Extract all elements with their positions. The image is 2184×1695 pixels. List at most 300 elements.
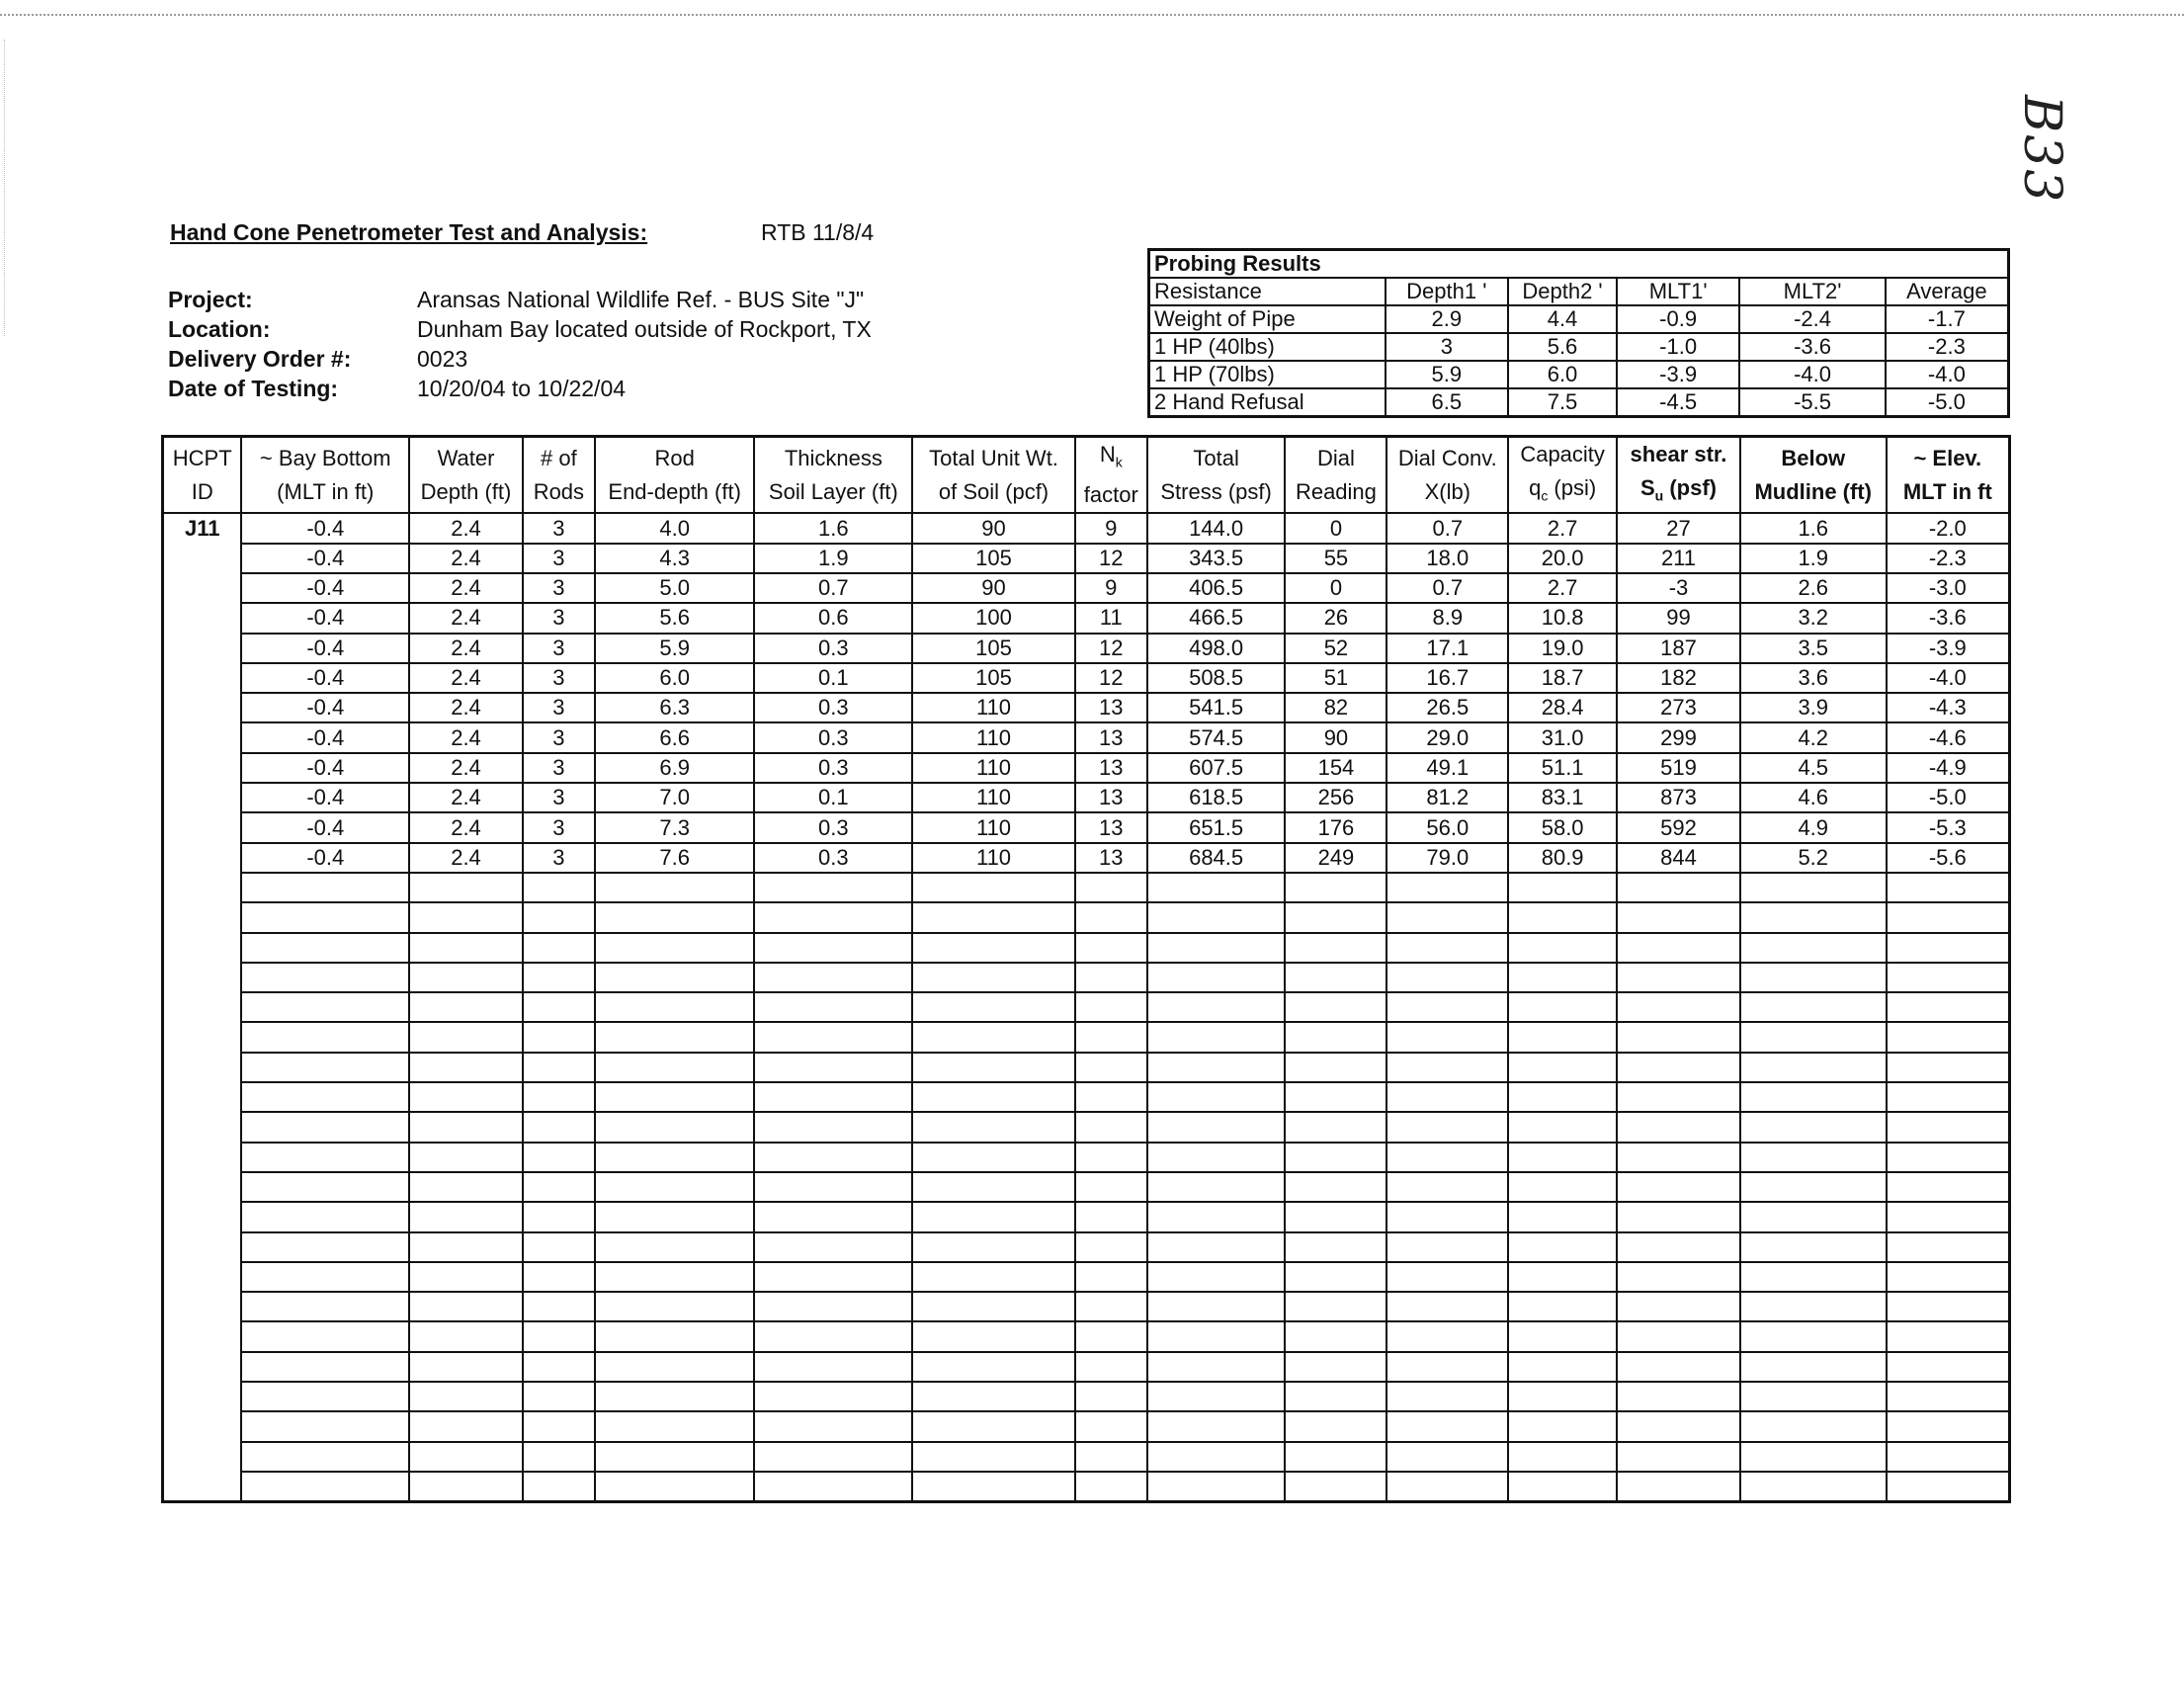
table-cell <box>912 873 1075 902</box>
table-cell <box>523 873 595 902</box>
meta-value: 10/20/04 to 10/22/04 <box>417 376 627 401</box>
table-cell <box>1740 1053 1887 1082</box>
table-cell <box>912 1472 1075 1502</box>
table-cell <box>1887 1262 2010 1292</box>
probing-header-cell: MLT2' <box>1739 278 1885 305</box>
table-cell <box>1740 933 1887 963</box>
table-cell: 9 <box>1075 573 1147 603</box>
table-cell: 0.1 <box>754 783 912 812</box>
table-cell <box>1740 1143 1887 1172</box>
table-cell <box>523 902 595 932</box>
probing-cell: 2.9 <box>1386 305 1509 333</box>
hcpt-id-cell <box>163 1112 242 1142</box>
table-cell <box>754 1112 912 1142</box>
meta-label: Project: <box>168 287 253 312</box>
table-cell <box>409 1232 523 1262</box>
table-cell: 273 <box>1617 693 1740 722</box>
probing-cell: -4.0 <box>1739 361 1885 388</box>
table-cell: 651.5 <box>1147 812 1286 842</box>
column-header-line: Total <box>1193 445 1239 470</box>
table-cell <box>241 1442 409 1472</box>
table-cell <box>241 902 409 932</box>
table-cell <box>1285 1082 1386 1112</box>
table-cell: 110 <box>912 812 1075 842</box>
table-cell <box>1285 1143 1386 1172</box>
table-cell <box>409 933 523 963</box>
table-cell <box>241 1112 409 1142</box>
table-cell <box>1386 1382 1508 1411</box>
table-row <box>163 693 2010 722</box>
table-cell: -5.6 <box>1887 843 2010 873</box>
column-header <box>754 437 912 514</box>
subscript: c <box>1541 487 1549 504</box>
table-cell <box>1508 1411 1617 1441</box>
table-cell <box>1147 992 1286 1022</box>
table-cell: 2.4 <box>409 634 523 663</box>
probing-header-cell: MLT1' <box>1617 278 1740 305</box>
table-cell <box>1887 873 2010 902</box>
table-cell: 13 <box>1075 693 1147 722</box>
table-cell <box>912 1053 1075 1082</box>
table-cell <box>1740 873 1887 902</box>
table-cell <box>754 1411 912 1441</box>
empty-row <box>163 1232 2010 1262</box>
table-cell: 2.4 <box>409 722 523 752</box>
table-cell <box>241 1172 409 1202</box>
table-cell <box>1617 1382 1740 1411</box>
table-cell: 519 <box>1617 753 1740 783</box>
table-cell: 2.4 <box>409 693 523 722</box>
table-cell <box>1887 1112 2010 1142</box>
table-cell: 0.7 <box>1386 513 1508 543</box>
probing-row <box>1149 305 2009 333</box>
column-header <box>1617 437 1740 514</box>
table-cell: 0.3 <box>754 843 912 873</box>
table-cell <box>1386 963 1508 992</box>
table-cell <box>1508 1053 1617 1082</box>
hcpt-id-cell <box>163 963 242 992</box>
table-cell: 99 <box>1617 603 1740 633</box>
table-row <box>163 722 2010 752</box>
table-cell <box>1386 1292 1508 1321</box>
table-cell <box>1740 1382 1887 1411</box>
table-cell <box>409 1292 523 1321</box>
table-cell: 1.9 <box>754 544 912 573</box>
table-cell <box>1075 963 1147 992</box>
column-header-line: MLT in ft <box>1902 478 1992 504</box>
hcpt-id-cell <box>163 933 242 963</box>
table-cell <box>241 1411 409 1441</box>
table-cell <box>754 1352 912 1382</box>
table-cell: 2.4 <box>409 663 523 693</box>
table-cell <box>1075 1232 1147 1262</box>
table-cell: 12 <box>1075 544 1147 573</box>
table-cell: 1.6 <box>754 513 912 543</box>
table-cell: 4.5 <box>1740 753 1887 783</box>
table-cell: 3 <box>523 722 595 752</box>
probing-cell: -3.9 <box>1617 361 1740 388</box>
table-cell: 618.5 <box>1147 783 1286 812</box>
table-cell <box>1285 992 1386 1022</box>
table-cell <box>912 1082 1075 1112</box>
column-header-line: ID <box>191 478 213 504</box>
table-cell <box>409 1442 523 1472</box>
table-cell: 3 <box>523 544 595 573</box>
column-header <box>1386 437 1508 514</box>
empty-row <box>163 902 2010 932</box>
meta-row-location <box>168 314 1010 344</box>
table-cell <box>912 933 1075 963</box>
probing-title-row <box>1149 250 2009 279</box>
table-cell <box>241 992 409 1022</box>
table-cell: 873 <box>1617 783 1740 812</box>
probing-cell: 2 Hand Refusal <box>1149 388 1386 417</box>
table-cell: -0.4 <box>241 603 409 633</box>
table-cell <box>523 1202 595 1231</box>
hcpt-id-cell <box>163 544 242 573</box>
column-header-line: Mudline (ft) <box>1754 478 1872 504</box>
table-cell: 3.9 <box>1740 693 1887 722</box>
empty-row <box>163 1472 2010 1502</box>
table-cell <box>1887 1202 2010 1231</box>
table-cell <box>1386 1352 1508 1382</box>
table-cell: 0 <box>1285 573 1386 603</box>
table-cell: -2.0 <box>1887 513 2010 543</box>
table-cell <box>1285 1382 1386 1411</box>
hcpt-id-cell <box>163 1143 242 1172</box>
table-cell <box>1285 1292 1386 1321</box>
hcpt-id-cell <box>163 753 242 783</box>
table-cell <box>1285 1202 1386 1231</box>
table-cell <box>523 1053 595 1082</box>
table-cell <box>1147 933 1286 963</box>
table-cell <box>1285 963 1386 992</box>
table-cell <box>1386 1442 1508 1472</box>
table-cell <box>1740 1232 1887 1262</box>
table-cell <box>595 1232 755 1262</box>
table-cell <box>1285 1022 1386 1052</box>
table-cell <box>1075 992 1147 1022</box>
table-cell <box>1740 1082 1887 1112</box>
table-cell: -0.4 <box>241 722 409 752</box>
table-cell: 2.4 <box>409 544 523 573</box>
column-header-line: Total Unit Wt. <box>929 445 1058 470</box>
table-cell <box>409 1053 523 1082</box>
column-header-line: (MLT in ft) <box>277 478 375 504</box>
table-cell <box>523 1472 595 1502</box>
table-cell: 3 <box>523 663 595 693</box>
column-header <box>1075 437 1147 514</box>
table-cell: 55 <box>1285 544 1386 573</box>
column-header-line: Depth (ft) <box>420 478 512 504</box>
empty-row <box>163 1382 2010 1411</box>
table-cell <box>523 1232 595 1262</box>
probing-cell: -4.5 <box>1617 388 1740 417</box>
table-cell <box>1075 873 1147 902</box>
table-cell: 18.0 <box>1386 544 1508 573</box>
hcpt-id-cell <box>163 663 242 693</box>
probing-header-cell: Average <box>1886 278 2009 305</box>
table-cell: 19.0 <box>1508 634 1617 663</box>
table-cell <box>1887 1053 2010 1082</box>
table-cell <box>754 1053 912 1082</box>
table-row <box>163 812 2010 842</box>
table-cell <box>1887 992 2010 1022</box>
table-cell <box>1508 992 1617 1022</box>
table-cell <box>1740 902 1887 932</box>
probing-header-cell: Depth2 ' <box>1508 278 1617 305</box>
table-cell: -0.4 <box>241 812 409 842</box>
table-cell: 0.3 <box>754 693 912 722</box>
table-cell <box>912 1172 1075 1202</box>
table-cell <box>1740 1411 1887 1441</box>
column-header-line: HCPT <box>172 445 232 470</box>
table-row <box>163 663 2010 693</box>
table-cell: 31.0 <box>1508 722 1617 752</box>
table-row <box>163 634 2010 663</box>
meta-label: Delivery Order #: <box>168 346 352 372</box>
probing-header-row <box>1149 278 2009 305</box>
table-cell <box>595 963 755 992</box>
table-cell <box>523 1262 595 1292</box>
column-header-line: Soil Layer (ft) <box>768 478 898 504</box>
table-cell <box>241 1472 409 1502</box>
table-cell <box>409 1202 523 1231</box>
table-cell: 5.0 <box>595 573 755 603</box>
table-cell: 110 <box>912 722 1075 752</box>
table-cell <box>1285 1352 1386 1382</box>
table-cell <box>1386 933 1508 963</box>
table-cell <box>523 992 595 1022</box>
table-row <box>163 513 2010 543</box>
table-cell: -0.4 <box>241 753 409 783</box>
table-cell: 3 <box>523 843 595 873</box>
table-cell <box>595 1382 755 1411</box>
table-cell: 7.6 <box>595 843 755 873</box>
probing-cell: 1 HP (70lbs) <box>1149 361 1386 388</box>
table-row <box>163 544 2010 573</box>
table-cell: 1.6 <box>1740 513 1887 543</box>
hcpt-id-cell <box>163 1321 242 1351</box>
table-cell: 3.2 <box>1740 603 1887 633</box>
table-cell <box>1075 1053 1147 1082</box>
table-cell <box>1147 1292 1286 1321</box>
table-row <box>163 603 2010 633</box>
probing-results-table <box>1147 248 2010 418</box>
table-cell: 3 <box>523 783 595 812</box>
probing-cell: -0.9 <box>1617 305 1740 333</box>
empty-row <box>163 1082 2010 1112</box>
probing-cell: -5.0 <box>1886 388 2009 417</box>
table-cell <box>523 1352 595 1382</box>
table-cell: 466.5 <box>1147 603 1286 633</box>
table-cell: 80.9 <box>1508 843 1617 873</box>
column-header <box>1887 437 2010 514</box>
table-cell <box>1508 1382 1617 1411</box>
table-cell <box>1147 1022 1286 1052</box>
table-cell <box>241 1321 409 1351</box>
probing-cell: 7.5 <box>1508 388 1617 417</box>
table-cell <box>1075 933 1147 963</box>
table-cell <box>1740 1172 1887 1202</box>
table-cell <box>1617 1172 1740 1202</box>
table-cell <box>1147 1472 1286 1502</box>
table-cell <box>1508 933 1617 963</box>
table-cell <box>523 1411 595 1441</box>
table-cell: 7.3 <box>595 812 755 842</box>
table-cell <box>409 873 523 902</box>
table-cell: -4.9 <box>1887 753 2010 783</box>
table-cell: 2.7 <box>1508 513 1617 543</box>
table-cell: 9 <box>1075 513 1147 543</box>
table-cell <box>241 1352 409 1382</box>
table-cell <box>1740 1321 1887 1351</box>
table-cell: 2.7 <box>1508 573 1617 603</box>
table-cell <box>1075 1262 1147 1292</box>
probing-cell: 5.9 <box>1386 361 1509 388</box>
column-header <box>1508 437 1617 514</box>
table-cell <box>1075 1143 1147 1172</box>
table-cell <box>1147 902 1286 932</box>
table-cell <box>409 1472 523 1502</box>
table-cell <box>1386 1022 1508 1052</box>
table-cell <box>595 1112 755 1142</box>
table-cell <box>241 933 409 963</box>
table-cell: 4.6 <box>1740 783 1887 812</box>
table-cell <box>1887 1232 2010 1262</box>
table-cell: 176 <box>1285 812 1386 842</box>
empty-row <box>163 1321 2010 1351</box>
table-cell <box>1147 1143 1286 1172</box>
table-cell <box>1617 992 1740 1022</box>
document-title: Hand Cone Penetrometer Test and Analysis: <box>170 219 648 245</box>
table-cell: 592 <box>1617 812 1740 842</box>
table-cell <box>595 1143 755 1172</box>
table-cell <box>1508 1321 1617 1351</box>
table-cell <box>1147 1053 1286 1082</box>
column-header <box>241 437 409 514</box>
table-row <box>163 843 2010 873</box>
table-cell: 26.5 <box>1386 693 1508 722</box>
table-cell <box>1887 1082 2010 1112</box>
table-cell <box>523 1442 595 1472</box>
probing-row <box>1149 361 2009 388</box>
table-cell: -3.9 <box>1887 634 2010 663</box>
table-cell <box>1147 1321 1286 1351</box>
table-cell: 2.4 <box>409 783 523 812</box>
table-cell <box>1386 1053 1508 1082</box>
table-cell <box>1887 1442 2010 1472</box>
column-header-line: Stress (psf) <box>1160 478 1272 504</box>
table-cell <box>1617 1292 1740 1321</box>
table-cell <box>1386 1082 1508 1112</box>
table-cell <box>241 1202 409 1231</box>
table-cell <box>1617 873 1740 902</box>
hcpt-id-cell <box>163 1172 242 1202</box>
project-info <box>168 285 1010 403</box>
table-cell <box>754 1202 912 1231</box>
table-cell: 51.1 <box>1508 753 1617 783</box>
table-cell <box>241 1232 409 1262</box>
column-header-line: Below <box>1781 445 1846 470</box>
table-cell <box>1740 1112 1887 1142</box>
column-header-line: # of <box>541 445 577 470</box>
table-cell: -0.4 <box>241 634 409 663</box>
table-cell <box>1887 1411 2010 1441</box>
table-cell <box>912 963 1075 992</box>
table-cell <box>1075 1472 1147 1502</box>
table-cell <box>754 1082 912 1112</box>
table-cell <box>595 1202 755 1231</box>
table-cell <box>409 1082 523 1112</box>
column-header <box>595 437 755 514</box>
column-header-line: Reading <box>1295 478 1377 504</box>
hcpt-id-cell <box>163 992 242 1022</box>
subscript: k <box>1115 454 1123 470</box>
table-cell <box>1075 1292 1147 1321</box>
empty-row <box>163 1352 2010 1382</box>
table-cell: 0.3 <box>754 753 912 783</box>
table-cell <box>595 1411 755 1441</box>
table-cell <box>1285 933 1386 963</box>
table-cell: 0.7 <box>754 573 912 603</box>
author-date-note: RTB 11/8/4 <box>761 219 875 245</box>
table-cell: 5.9 <box>595 634 755 663</box>
table-cell <box>1386 1112 1508 1142</box>
column-header <box>1147 437 1286 514</box>
table-cell <box>1508 1292 1617 1321</box>
table-cell <box>912 992 1075 1022</box>
table-row <box>163 783 2010 812</box>
table-cell: 2.4 <box>409 603 523 633</box>
table-cell <box>1285 1472 1386 1502</box>
table-cell: 249 <box>1285 843 1386 873</box>
table-cell <box>1386 1411 1508 1441</box>
table-cell: 3.5 <box>1740 634 1887 663</box>
table-cell <box>1075 1172 1147 1202</box>
table-cell <box>1617 1112 1740 1142</box>
probing-cell: 4.4 <box>1508 305 1617 333</box>
table-cell: 6.6 <box>595 722 755 752</box>
table-cell <box>1147 1442 1286 1472</box>
empty-row <box>163 992 2010 1022</box>
probing-cell: -2.3 <box>1886 333 2009 361</box>
table-cell <box>1740 1292 1887 1321</box>
table-cell <box>1285 1053 1386 1082</box>
table-cell <box>1508 1442 1617 1472</box>
table-cell: 83.1 <box>1508 783 1617 812</box>
table-cell: 406.5 <box>1147 573 1286 603</box>
table-cell <box>1285 873 1386 902</box>
table-cell <box>1508 902 1617 932</box>
table-cell <box>1508 1172 1617 1202</box>
table-cell <box>754 1143 912 1172</box>
table-cell: 90 <box>1285 722 1386 752</box>
table-cell <box>1740 1442 1887 1472</box>
table-cell: 343.5 <box>1147 544 1286 573</box>
empty-row <box>163 1411 2010 1441</box>
table-cell: 541.5 <box>1147 693 1286 722</box>
empty-row <box>163 1292 2010 1321</box>
table-cell <box>754 1232 912 1262</box>
hcpt-id-cell <box>163 843 242 873</box>
column-header <box>163 437 242 514</box>
table-cell: 3.6 <box>1740 663 1887 693</box>
table-cell: 13 <box>1075 812 1147 842</box>
table-cell <box>754 1022 912 1052</box>
probing-cell: -3.6 <box>1739 333 1885 361</box>
table-cell <box>754 1321 912 1351</box>
